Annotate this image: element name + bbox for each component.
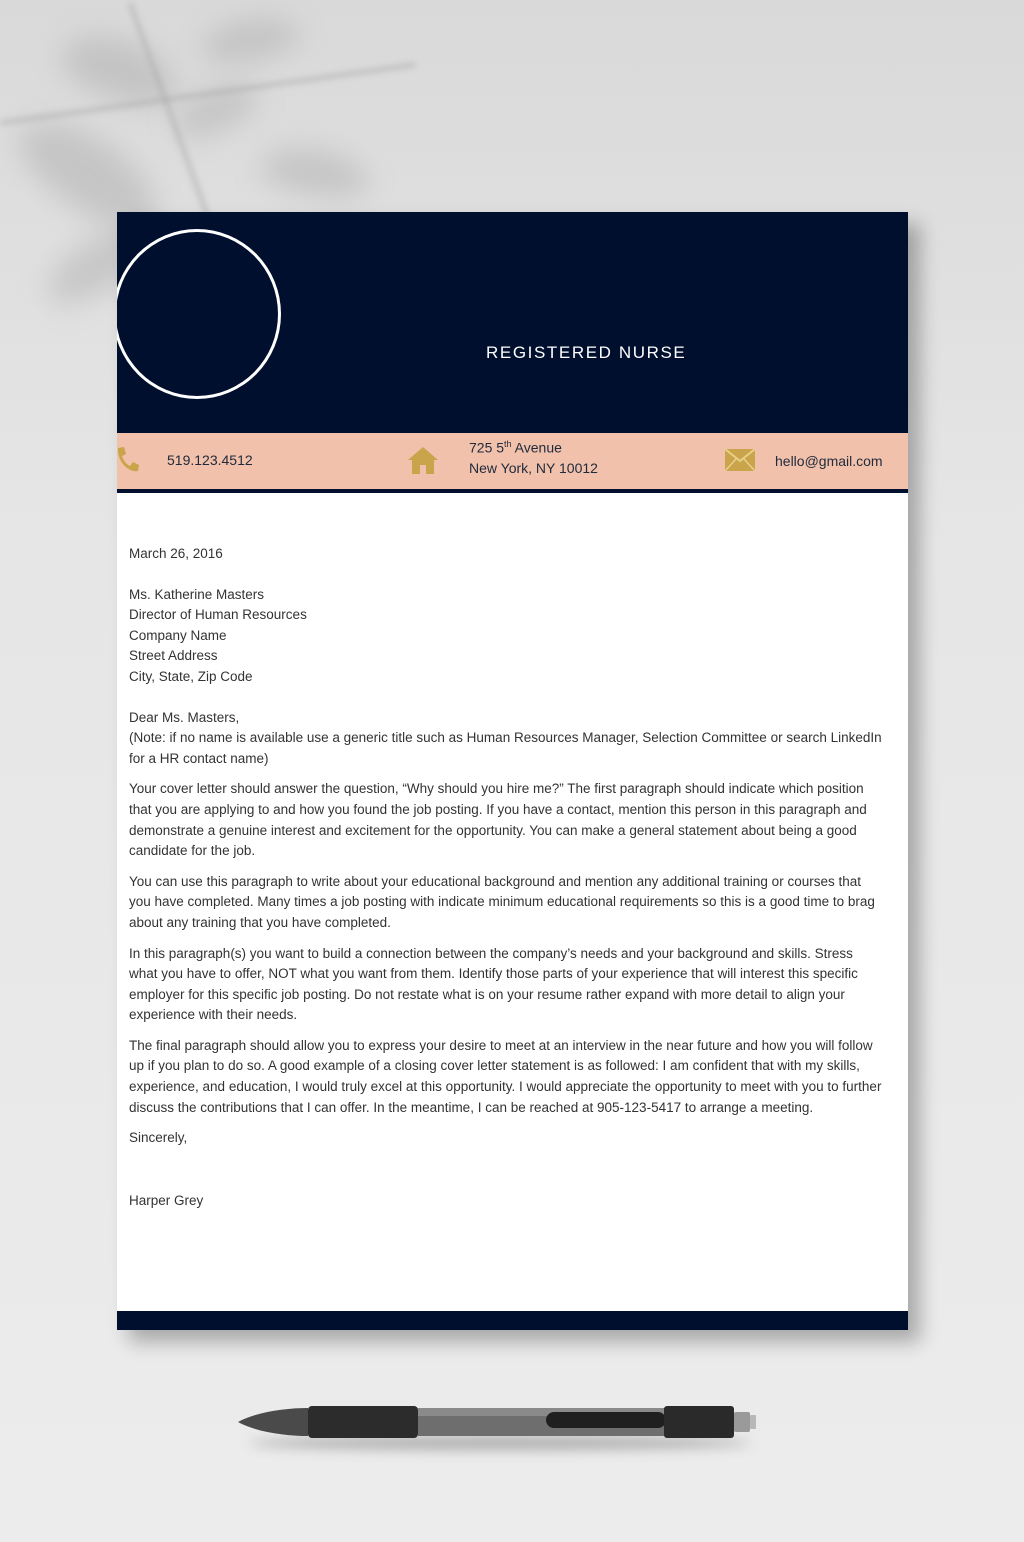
recipient-name: Ms. Katherine Masters bbox=[129, 586, 265, 602]
phone-number: 519.123.4512 bbox=[167, 452, 253, 468]
letter-header bbox=[117, 212, 908, 433]
email-address: hello@gmail.com bbox=[775, 453, 883, 469]
address-city: New York, NY 10012 bbox=[469, 460, 598, 476]
signature-name: Harper Grey bbox=[129, 1192, 204, 1208]
body-paragraph: The final paragraph should allow you to express your desire to meet at an interview in the near future and how you will follow up if you plan to do so. A good example of a closing cover letter statement is as followed: I am confident that with my skills, experience, and education, I would truly excel at this opportunity. I would appreciate the opportunity to meet with you to further discuss the contributions that I can offer. In the meantime, I can be reached at 905-123-5417 to arrange a meeting. bbox=[129, 1037, 882, 1115]
pen-illustration bbox=[236, 1398, 760, 1448]
leaf-shadow bbox=[197, 12, 302, 69]
job-title: REGISTERED NURSE bbox=[486, 343, 687, 362]
letter-body bbox=[129, 544, 885, 1211]
body-paragraph: Your cover letter should answer the question, “Why should you hire me?” The first paragraph should indicate which position that you are applying to and how you found the job posting. If you have a contact, mention this person in this paragraph and demonstrate a genuine interest and excitement for the opportunity. You can make a general statement about being a good candidate for the job. bbox=[129, 781, 867, 859]
salutation: Dear Ms. Masters, bbox=[129, 709, 240, 725]
phone-icon bbox=[117, 446, 141, 474]
closing: Sincerely, bbox=[129, 1130, 188, 1146]
home-icon bbox=[407, 445, 439, 475]
mail-icon bbox=[725, 449, 755, 471]
recipient-address bbox=[129, 585, 885, 688]
leaf-shadow bbox=[257, 141, 373, 204]
contact-divider bbox=[117, 489, 908, 493]
recipient-title: Director of Human Resources bbox=[129, 607, 307, 623]
body-paragraph: You can use this paragraph to write about your educational background and mention any additional training or courses that you have completed. Many times a job posting with indicate minimum educational requirements so this is a good time to brag about any training that you have completed. bbox=[129, 873, 875, 930]
cover-letter-page bbox=[117, 212, 908, 1330]
address-street: 725 5th Avenue bbox=[469, 439, 562, 456]
body-paragraph: In this paragraph(s) you want to build a connection between the company’s needs and your background and skills. Stress what you have to offer, NOT what you want from them. Identify those parts of your experience that will interest this specific employer for this specific job posting. Do not restate what is on your resume rather expand with more detail to align your experience with their needs. bbox=[129, 945, 858, 1023]
footer-bar bbox=[117, 1311, 908, 1330]
recipient-street: Street Address bbox=[129, 648, 218, 664]
salutation-note: (Note: if no name is available use a generic title such as Human Resources Manager, Selection Committee or search LinkedIn for a HR contact name) bbox=[129, 730, 882, 766]
recipient-city: City, State, Zip Code bbox=[129, 668, 253, 684]
recipient-company: Company Name bbox=[129, 627, 227, 643]
letter-date: March 26, 2016 bbox=[129, 546, 223, 561]
photo-placeholder bbox=[117, 229, 281, 399]
